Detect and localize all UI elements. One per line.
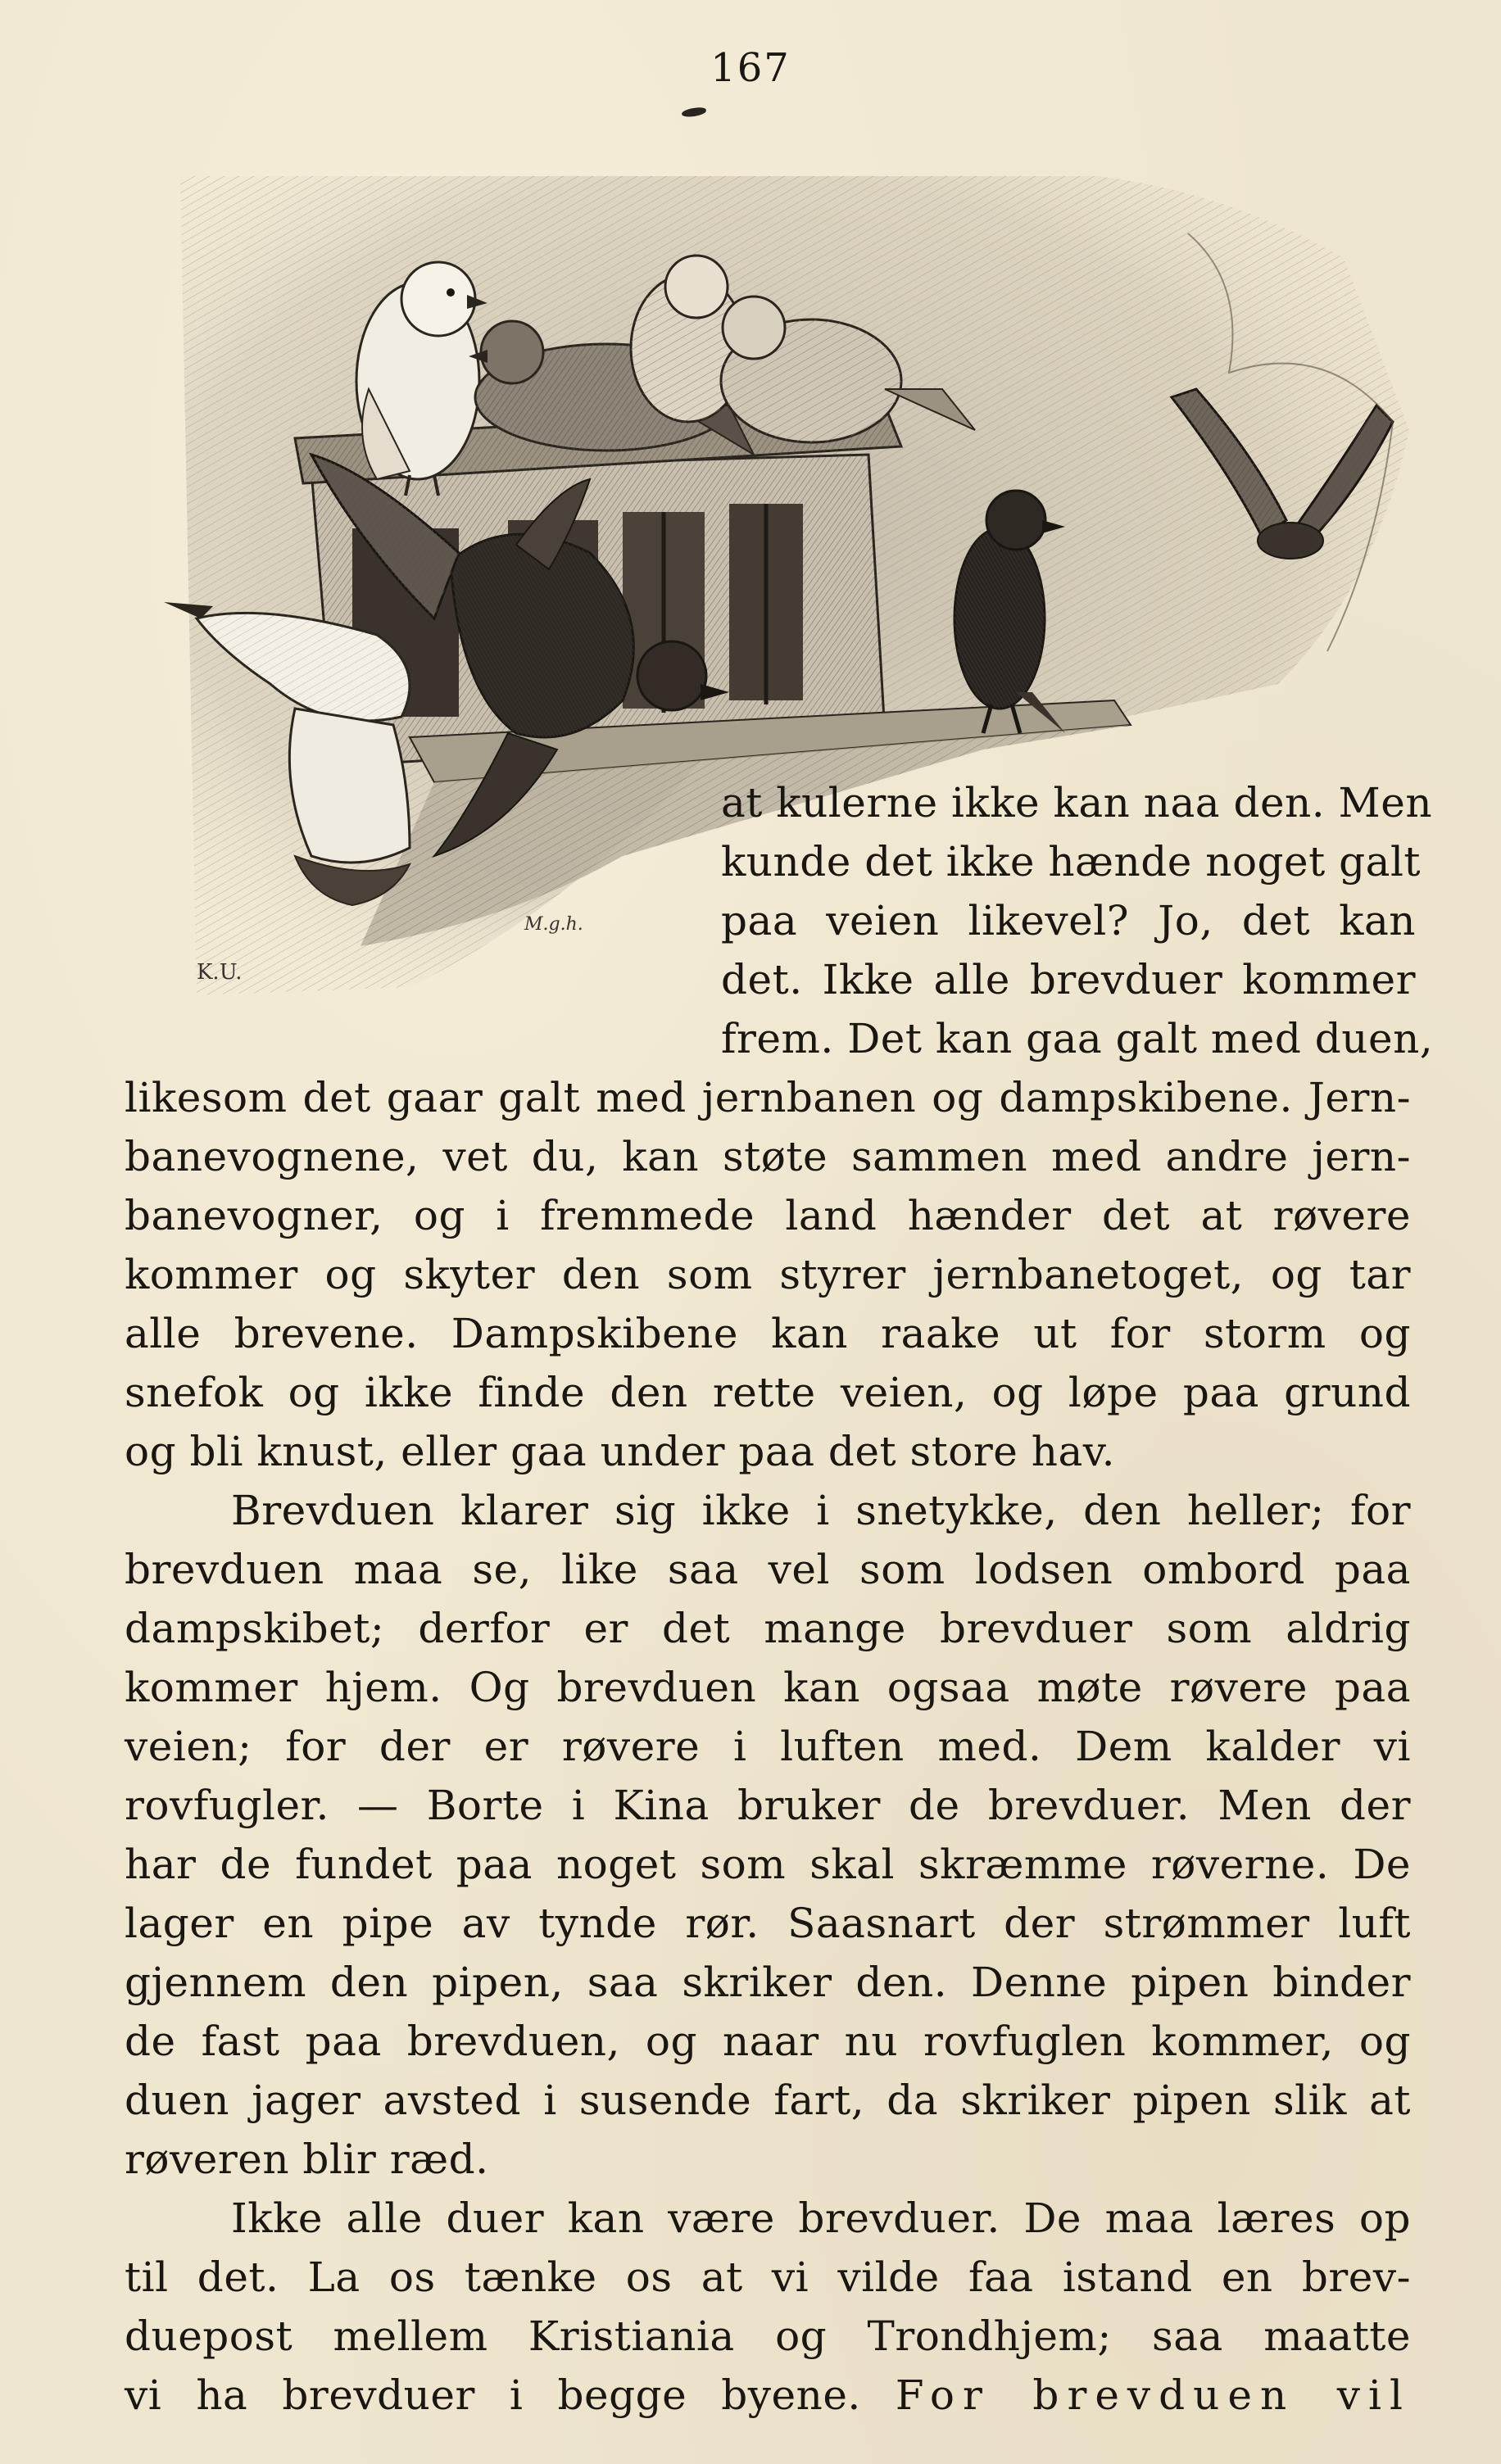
ink-blot [681,106,706,118]
text-line: det. Ikke alle brevduer kommer [721,956,1416,1003]
text-line: veien; for der er røvere i luften med. Dem kalder vi [125,1723,1411,1770]
text-line: Ikke alle duer kan være brevduer. De maa læres op [231,2194,1411,2242]
text-line: har de fundet paa noget som skal skræmme røverne. De [125,1841,1411,1888]
text-line: paa veien likevel? Jo, det kan [721,897,1416,944]
text-line: duen jager avsted i susende fart, da skriker pipen slik at [125,2077,1411,2124]
text-line: kommer hjem. Og brevduen kan ogsaa møte røvere paa [125,1664,1411,1711]
emphasized-text: For brevduen vil [895,2371,1411,2419]
illustration-signature-left: K.U. [197,960,243,985]
text-line: til det. La os tænke os at vi vilde faa istand en brev- [125,2253,1411,2301]
text-line: alle brevene. Dampskibene kan raake ut for storm og [125,1310,1411,1357]
text-line: lager en pipe av tynde rør. Saasnart der strømmer luft [125,1900,1411,1947]
text-line: vi ha brevduer i begge byene. For brevduen vil [125,2371,1411,2419]
text-line: rovfugler. — Borte i Kina bruker de brevduer. Men der [125,1782,1411,1829]
text-line: røveren blir ræd. [125,2136,489,2183]
text-line: brevduen maa se, like saa vel som lodsen ombord paa [125,1546,1411,1593]
text-line: snefok og ikke finde den rette veien, og løpe paa grund [125,1369,1411,1416]
text-line: banevogner, og i fremmede land hænder det at røvere [125,1192,1411,1239]
text-line: frem. Det kan gaa galt med duen, [721,1015,1434,1062]
text-line: dampskibet; derfor er det mange brevduer som aldrig [125,1605,1411,1652]
text-line: Brevduen klarer sig ikke i snetykke, den heller; for [231,1487,1411,1534]
text-line: duepost mellem Kristiania og Trondhjem; saa maatte [125,2312,1411,2360]
text-line: at kulerne ikke kan naa den. Men [721,779,1433,827]
text-line: kommer og skyter den som styrer jernbanetoget, og tar [125,1251,1411,1298]
text-line: banevognene, vet du, kan støte sammen med andre jern- [125,1133,1411,1180]
illustration-signature-right: M.g.h. [524,914,583,935]
text-line: gjennem den pipen, saa skriker den. Denne pipen binder [125,1959,1411,2006]
text-line: kunde det ikke hænde noget galt [721,838,1422,886]
page-number: 167 [710,45,791,91]
text-line: likesom det gaar galt med jernbanen og dampskibene. Jern- [125,1074,1411,1121]
text-line: de fast paa brevduen, og naar nu rovfuglen kommer, og [125,2018,1411,2065]
text-line: og bli knust, eller gaa under paa det store hav. [125,1428,1115,1475]
